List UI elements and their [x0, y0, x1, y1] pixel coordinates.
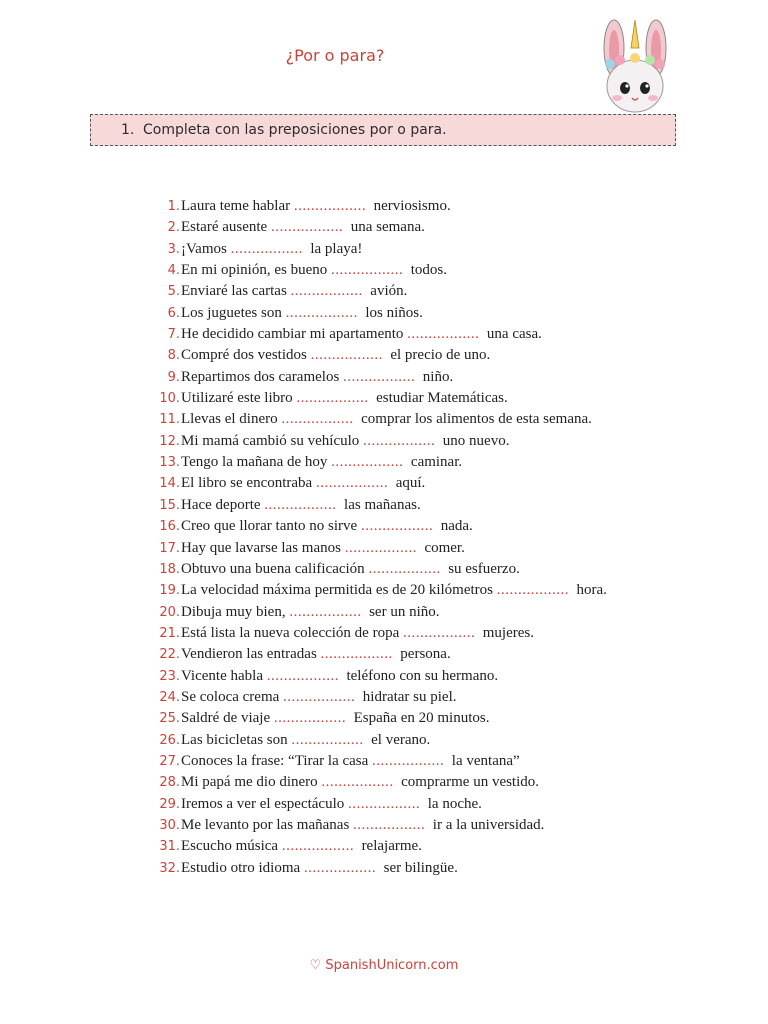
- blank-field[interactable]: .................: [270, 219, 344, 236]
- exercise-item: [152, 794, 607, 815]
- blank-field[interactable]: .................: [303, 859, 377, 876]
- exercise-item: [152, 836, 607, 857]
- blank-field[interactable]: .................: [264, 496, 337, 513]
- blank-field[interactable]: .................: [281, 838, 355, 855]
- exercise-number: 9.: [167, 369, 180, 385]
- exercise-number: 22.: [159, 647, 180, 663]
- exercise-text: [181, 623, 534, 644]
- exercise-number: 3.: [167, 241, 180, 257]
- exercise-text: [181, 602, 440, 623]
- exercise-after: persona.: [400, 646, 451, 663]
- exercise-after: nerviosismo.: [373, 198, 451, 214]
- exercise-text: [181, 239, 362, 260]
- exercise-before: Laura teme hablar: [181, 198, 291, 214]
- exercise-number: 21.: [159, 625, 180, 641]
- exercise-number: 14.: [159, 476, 180, 492]
- exercise-item: [152, 580, 607, 601]
- exercise-number: 20.: [159, 604, 180, 620]
- exercise-text: [181, 345, 490, 366]
- exercise-after: las mañanas.: [344, 496, 421, 513]
- exercise-before: Estaré ausente: [181, 219, 268, 236]
- blank-field[interactable]: .................: [293, 198, 367, 214]
- exercise-after: la playa!: [310, 240, 363, 257]
- blank-field[interactable]: .................: [291, 731, 364, 748]
- instruction-box: [90, 114, 676, 146]
- exercise-after: la noche.: [427, 795, 482, 812]
- footer-link[interactable]: SpanishUnicorn.com: [325, 958, 459, 973]
- exercise-before: En mi opinión, es bueno: [181, 262, 328, 279]
- exercise-text: [181, 772, 539, 793]
- exercise-number: 7.: [167, 327, 180, 343]
- exercise-before: Vendieron las entradas: [181, 646, 317, 663]
- exercise-number: 4.: [167, 263, 180, 279]
- exercise-number: 8.: [167, 348, 180, 364]
- exercise-before: Hay que lavarse las manos: [181, 539, 341, 556]
- exercise-after: teléfono con su hermano.: [346, 667, 499, 684]
- exercise-after: una semana.: [350, 219, 425, 236]
- exercise-item: [152, 858, 607, 879]
- exercise-item: [152, 602, 607, 623]
- exercise-number: 31.: [159, 839, 180, 855]
- exercise-text: [181, 516, 473, 537]
- exercise-text: [181, 666, 498, 687]
- exercise-item: [152, 431, 607, 452]
- blank-field[interactable]: .................: [230, 240, 303, 257]
- exercise-number: 25.: [159, 711, 180, 727]
- blank-field[interactable]: .................: [372, 752, 445, 769]
- exercise-before: Creo que llorar tanto no sirve: [181, 518, 358, 535]
- blank-field[interactable]: .................: [281, 411, 354, 428]
- exercise-item: [152, 559, 607, 580]
- blank-field[interactable]: .................: [344, 539, 417, 556]
- exercise-before: Mi papá me dio dinero: [181, 774, 318, 791]
- exercise-before: He decidido cambiar mi apartamento: [181, 326, 404, 343]
- exercise-after: el precio de uno.: [390, 347, 491, 364]
- exercise-item: [152, 409, 607, 430]
- exercise-number: 10.: [159, 391, 180, 407]
- exercise-text: [181, 367, 453, 388]
- exercise-number: 5.: [167, 284, 180, 300]
- exercise-number: 27.: [159, 753, 180, 769]
- exercise-text: [181, 858, 458, 879]
- exercise-before: La velocidad máxima permitida es de 20 kilómetros: [181, 582, 493, 599]
- exercise-item: [152, 345, 607, 366]
- exercise-before: Escucho música: [181, 838, 279, 855]
- exercise-text: [181, 836, 422, 857]
- exercise-text: [181, 324, 542, 345]
- exercise-before: Dibuja muy bien,: [181, 603, 286, 620]
- exercise-number: 1.: [167, 199, 180, 214]
- exercise-before: Compré dos vestidos: [181, 347, 307, 364]
- blank-field[interactable]: .................: [296, 390, 369, 407]
- exercise-text: [181, 260, 447, 281]
- exercise-text: [181, 281, 407, 302]
- exercise-item: [152, 260, 607, 281]
- exercise-before: Me levanto por las mañanas: [181, 816, 350, 833]
- exercise-item: [152, 666, 607, 687]
- blank-field[interactable]: .................: [289, 603, 362, 620]
- exercise-text: [181, 431, 509, 452]
- blank-field[interactable]: .................: [310, 347, 383, 364]
- exercise-number: 16.: [159, 519, 180, 535]
- exercise-number: 30.: [159, 817, 180, 833]
- exercise-after: España en 20 minutos.: [353, 710, 490, 727]
- exercise-after: el verano.: [371, 731, 431, 748]
- exercise-number: 11.: [159, 412, 180, 428]
- blank-field[interactable]: .................: [496, 582, 569, 599]
- exercise-after: niño.: [422, 368, 454, 385]
- blank-field[interactable]: .................: [331, 454, 404, 471]
- exercise-item: [152, 367, 607, 388]
- exercise-item: [152, 644, 607, 665]
- exercise-before: Se coloca crema: [181, 688, 280, 705]
- exercise-item: [152, 538, 607, 559]
- exercise-text: [181, 559, 520, 580]
- exercise-item: [152, 815, 607, 836]
- exercise-text: [181, 495, 421, 516]
- blank-field[interactable]: .................: [315, 475, 389, 492]
- blank-field[interactable]: .................: [407, 326, 480, 343]
- blank-field[interactable]: .................: [283, 688, 356, 705]
- exercise-item: [152, 516, 607, 537]
- exercise-before: Mi mamá cambió su vehículo: [181, 432, 360, 449]
- exercise-item: [152, 217, 607, 238]
- exercise-after: ser un niño.: [369, 603, 440, 620]
- exercise-item: [152, 473, 607, 494]
- exercise-number: 23.: [159, 668, 180, 684]
- exercise-item: [152, 751, 607, 772]
- exercise-after: su esfuerzo.: [448, 560, 520, 577]
- exercise-before: Saldré de viaje: [181, 710, 271, 727]
- exercise-after: nada.: [440, 518, 473, 535]
- exercise-number: 28.: [159, 775, 180, 791]
- exercise-number: 15.: [159, 497, 180, 513]
- blank-field[interactable]: .................: [348, 795, 421, 812]
- exercise-item: [152, 708, 607, 729]
- exercise-after: ser bilingüe.: [383, 859, 458, 876]
- exercise-before: Conoces la frase: “Tirar la casa: [181, 752, 369, 769]
- exercise-before: Los juguetes son: [181, 304, 282, 321]
- blank-field[interactable]: .................: [321, 774, 394, 791]
- exercise-after: estudiar Matemáticas.: [376, 390, 508, 407]
- exercise-item: [152, 196, 607, 217]
- exercise-item: [152, 623, 607, 644]
- exercise-number: 2.: [167, 220, 180, 236]
- exercise-before: Hace deporte: [181, 496, 261, 513]
- exercise-item: [152, 239, 607, 260]
- exercise-after: caminar.: [410, 454, 463, 471]
- exercise-item: [152, 687, 607, 708]
- exercise-before: Está lista la nueva colección de ropa: [181, 624, 400, 641]
- exercise-text: [181, 217, 425, 238]
- exercise-after: comprarme un vestido.: [401, 774, 540, 791]
- blank-field[interactable]: .................: [363, 432, 436, 449]
- exercise-text: [181, 644, 451, 665]
- exercise-before: Las bicicletas son: [181, 731, 288, 748]
- blank-field[interactable]: .................: [285, 304, 358, 321]
- heart-icon: ♡: [309, 958, 322, 973]
- exercise-before: Estudio otro idioma: [181, 859, 301, 876]
- exercise-item: [152, 281, 607, 302]
- exercise-item: [152, 452, 607, 473]
- page-title: ¿Por o para?: [285, 46, 385, 65]
- exercise-before: Enviaré las cartas: [181, 283, 287, 300]
- blank-field[interactable]: .................: [331, 262, 404, 279]
- exercise-after: aquí.: [395, 475, 426, 492]
- exercise-text: [181, 409, 592, 430]
- exercise-after: ir a la universidad.: [432, 816, 545, 833]
- exercise-number: 6.: [167, 305, 180, 321]
- exercise-text: [181, 196, 451, 217]
- exercise-before: Vicente habla: [181, 667, 263, 684]
- exercise-text: [181, 452, 462, 473]
- exercise-before: Utilizaré este libro: [181, 390, 293, 407]
- exercise-after: los niños.: [365, 304, 423, 321]
- instruction-number: 1.: [121, 122, 135, 138]
- exercise-item: [152, 730, 607, 751]
- blank-field[interactable]: .................: [403, 624, 476, 641]
- exercise-after: la ventana”: [451, 752, 520, 769]
- exercise-before: Llevas el dinero: [181, 411, 278, 428]
- exercise-before: El libro se encontraba: [181, 475, 313, 492]
- exercise-text: [181, 687, 457, 708]
- exercise-after: todos.: [410, 262, 448, 279]
- blank-field[interactable]: .................: [266, 667, 339, 684]
- exercise-text: [181, 730, 430, 751]
- exercise-after: hora.: [576, 582, 607, 599]
- instruction-text: Completa con las preposiciones por o para.: [143, 122, 447, 138]
- bunny-unicorn-logo: [590, 18, 680, 128]
- exercise-after: comer.: [424, 539, 465, 556]
- exercise-after: comprar los alimentos de esta semana.: [361, 411, 592, 428]
- exercise-item: [152, 772, 607, 793]
- exercise-text: [181, 708, 489, 729]
- exercise-after: una casa.: [486, 326, 542, 343]
- exercise-item: [152, 495, 607, 516]
- exercise-before: Repartimos dos caramelos: [181, 368, 340, 385]
- exercise-text: [181, 580, 607, 601]
- exercise-text: [181, 815, 544, 836]
- exercise-number: 12.: [159, 433, 180, 449]
- exercise-number: 17.: [159, 540, 180, 556]
- blank-field[interactable]: .................: [353, 816, 426, 833]
- exercise-text: [181, 794, 482, 815]
- exercise-after: avión.: [370, 283, 408, 300]
- exercise-text: [181, 473, 425, 494]
- footer: [0, 958, 768, 973]
- exercise-number: 19.: [159, 583, 180, 599]
- exercise-item: [152, 388, 607, 409]
- exercise-after: relajarme.: [361, 838, 422, 855]
- exercise-item: [152, 303, 607, 324]
- exercise-after: mujeres.: [482, 624, 534, 641]
- blank-field[interactable]: .................: [273, 710, 347, 727]
- blank-field[interactable]: .................: [320, 646, 393, 663]
- exercise-before: Obtuvo una buena calificación: [181, 560, 365, 577]
- exercise-list: [152, 196, 607, 879]
- blank-field[interactable]: .................: [343, 368, 416, 385]
- exercise-before: ¡Vamos: [181, 240, 227, 257]
- blank-field[interactable]: .................: [360, 518, 434, 535]
- exercise-after: uno nuevo.: [442, 432, 510, 449]
- exercise-before: Tengo la mañana de hoy: [181, 454, 328, 471]
- exercise-number: 24.: [159, 689, 180, 705]
- exercise-text: [181, 388, 508, 409]
- exercise-number: 32.: [159, 860, 180, 876]
- exercise-number: 29.: [159, 796, 180, 812]
- blank-field[interactable]: .................: [368, 560, 441, 577]
- exercise-number: 26.: [159, 732, 180, 748]
- exercise-text: [181, 751, 520, 772]
- exercise-number: 18.: [159, 561, 180, 577]
- exercise-text: [181, 538, 465, 559]
- exercise-number: 13.: [159, 455, 180, 471]
- blank-field[interactable]: .................: [290, 283, 363, 300]
- exercise-text: [181, 303, 423, 324]
- exercise-after: hidratar su piel.: [362, 688, 457, 705]
- exercise-before: Iremos a ver el espectáculo: [181, 795, 345, 812]
- exercise-item: [152, 324, 607, 345]
